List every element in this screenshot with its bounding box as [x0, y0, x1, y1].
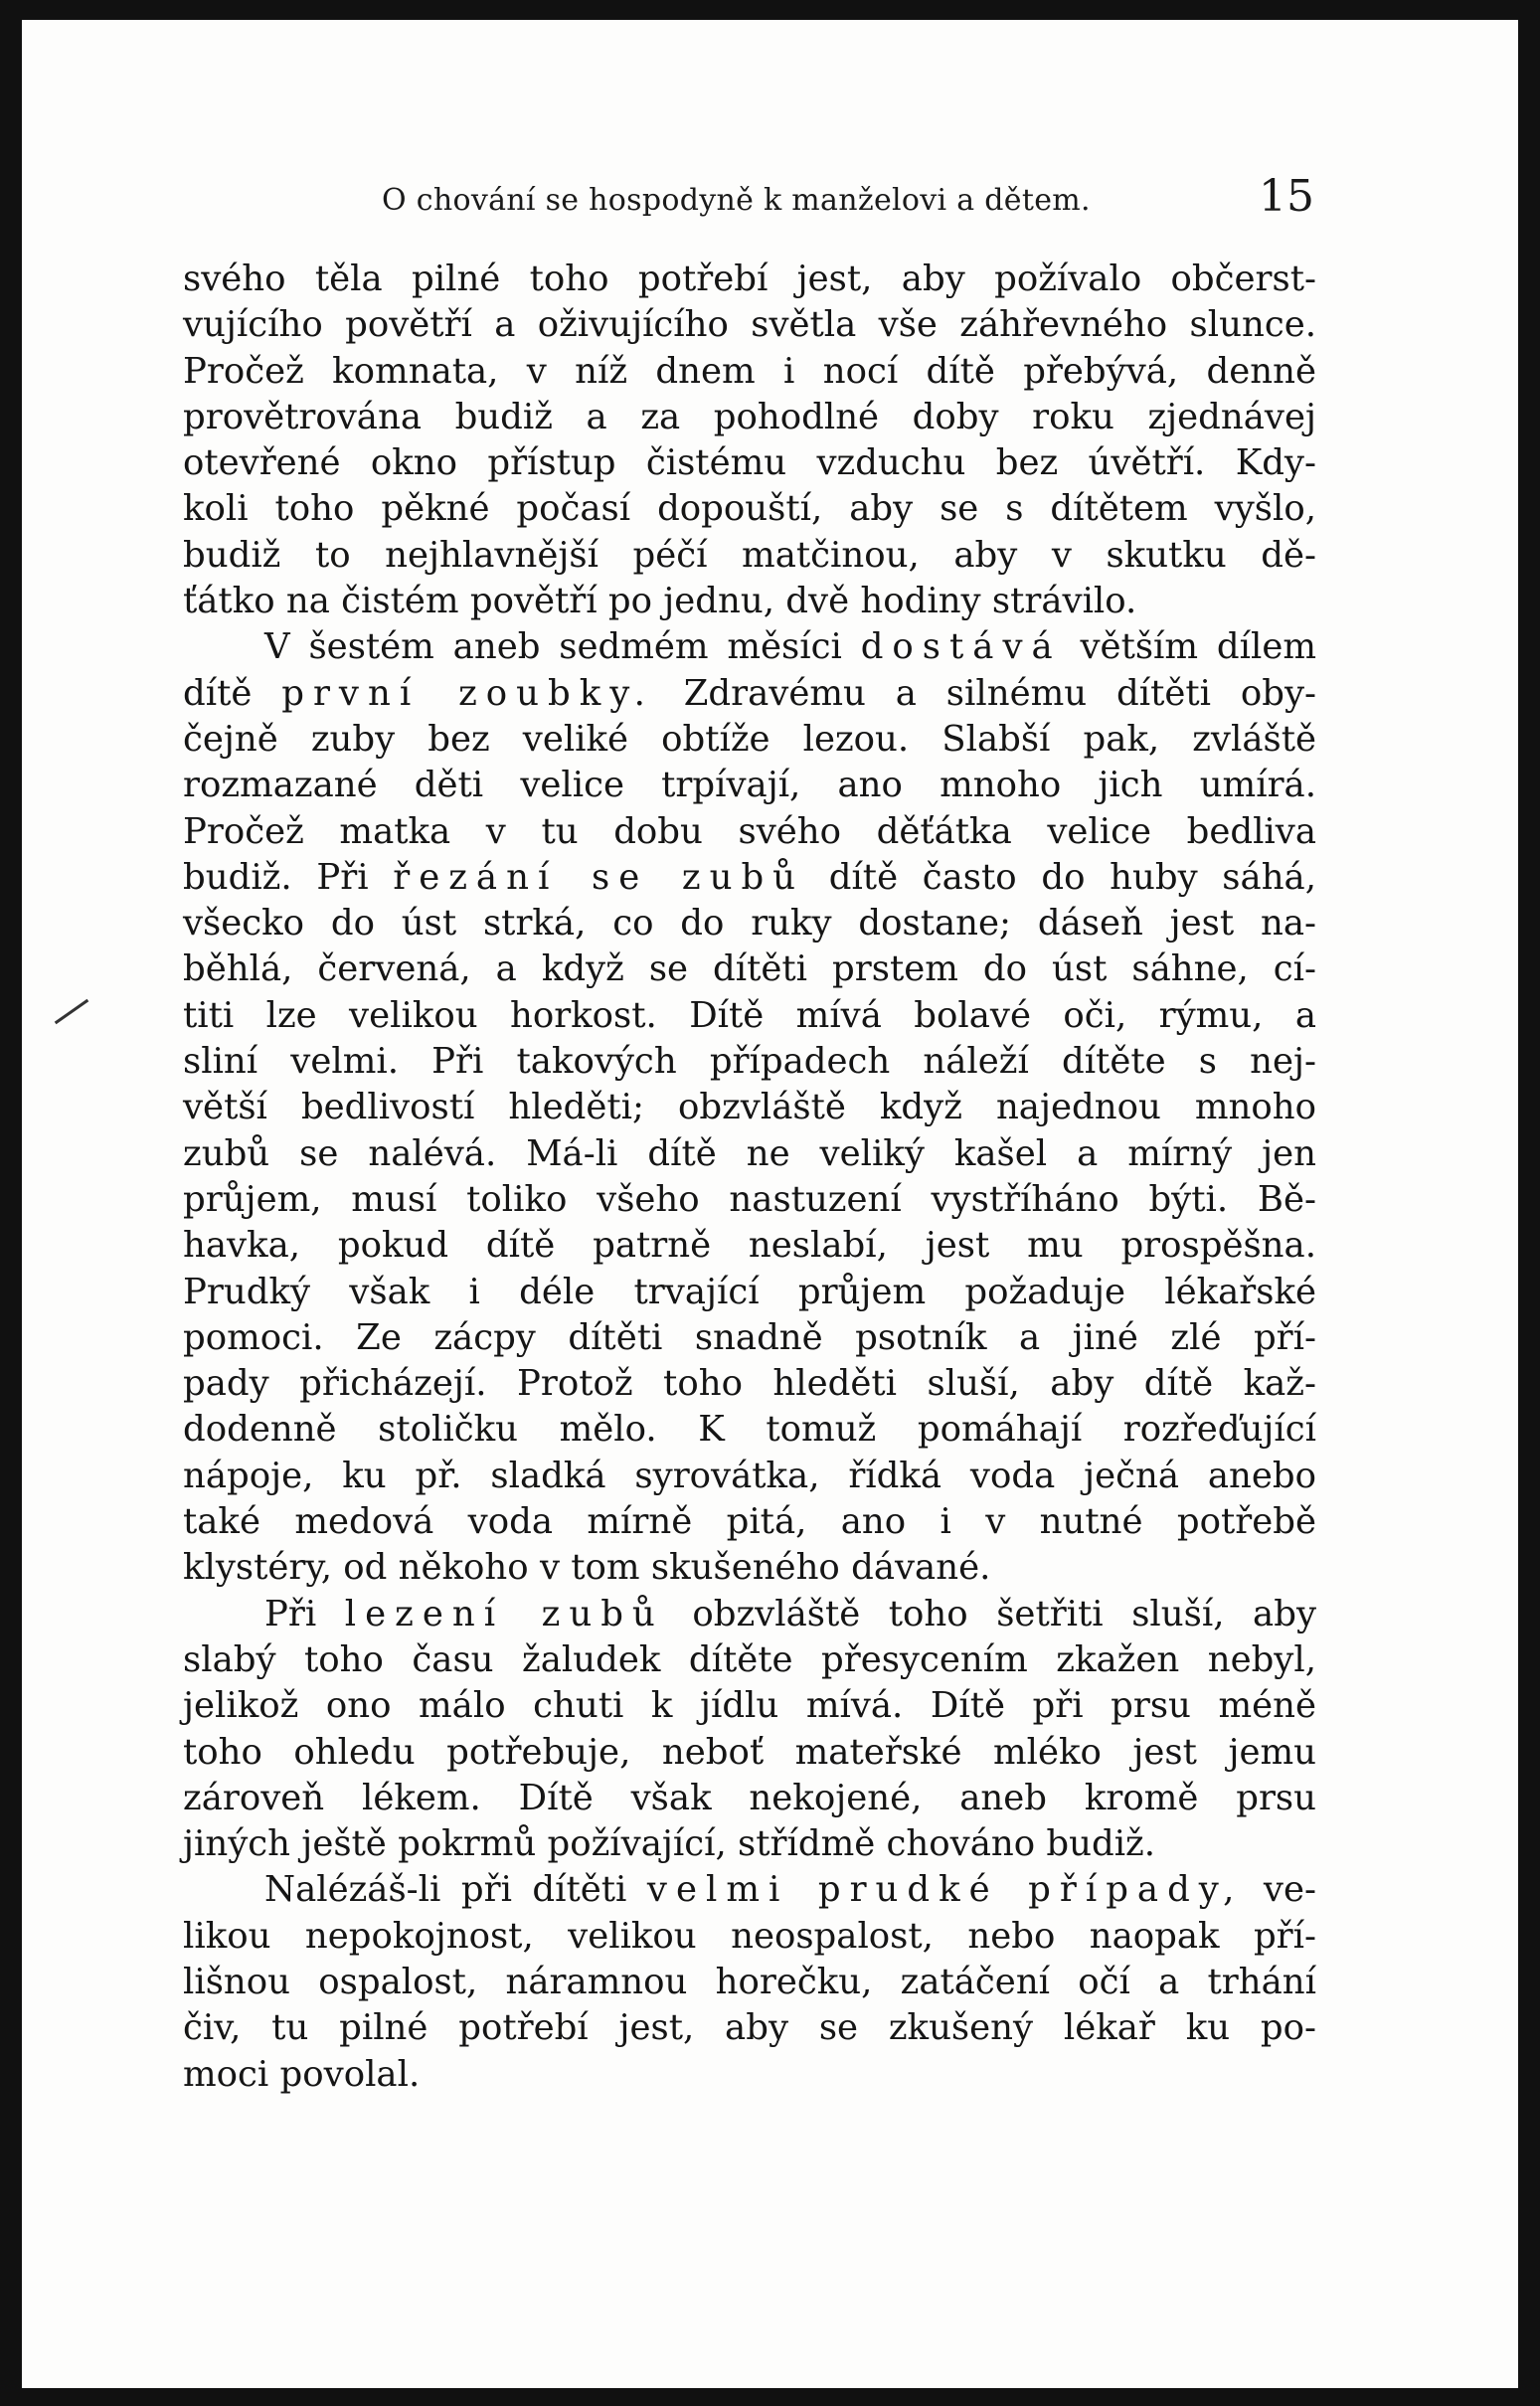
- text-line: [183, 1592, 1316, 1637]
- text-line: [183, 1315, 1316, 1361]
- text-line: [183, 1914, 1316, 1960]
- text-segment: také medová voda mírně pitá, ano i v nutné potřebě: [183, 1501, 1316, 1543]
- text-segment: Zdravému a silnému dítěti oby-: [653, 672, 1316, 714]
- scan-border-left: [0, 0, 22, 2406]
- text-line: [183, 533, 1316, 579]
- text-line: [183, 1407, 1316, 1453]
- text-segment: moci povolal.: [183, 2053, 421, 2095]
- text-segment: sliní velmi. Při takových případech náleží dítěte s nej-: [183, 1041, 1316, 1083]
- scan-border-bottom: [0, 2388, 1540, 2406]
- text-segment: slabý toho času žaludek dítěte přesycením zkažen nebyl,: [183, 1638, 1316, 1680]
- text-segment: zubů se nalévá. Má-li dítě ne veliký kašel a mírný jen: [183, 1132, 1316, 1174]
- text-segment: nápoje, ku př. sladká syrovátka, řídká voda ječná anebo: [183, 1455, 1316, 1496]
- text-segment: jelikož ono málo chuti k jídlu mívá. Dítě při prsu méně: [183, 1685, 1316, 1727]
- body-text: [183, 257, 1316, 2098]
- text-line: [183, 1683, 1316, 1729]
- text-segment: Pročež komnata, v níž dnem i nocí dítě přebývá, denně: [183, 350, 1316, 392]
- text-line: [183, 486, 1316, 532]
- spaced-emphasis: dostává: [860, 626, 1062, 668]
- text-segment: likou nepokojnost, velikou neospalost, nebo naopak pří-: [183, 1915, 1316, 1957]
- text-segment: titi lze velikou horkost. Dítě mívá bolavé oči, rýmu, a: [183, 994, 1316, 1036]
- text-line: [183, 946, 1316, 992]
- text-line: [183, 2052, 1316, 2098]
- text-segment: budiž to nejhlavnější péčí matčinou, aby v skutku dě-: [183, 534, 1316, 576]
- text-line: [183, 1085, 1316, 1130]
- text-segment: klystéry, od někoho v tom skušeného dávané.: [183, 1547, 991, 1589]
- text-segment: rozmazané děti velice trpívají, ano mnoho jich umírá.: [183, 765, 1316, 806]
- text-line: [183, 993, 1316, 1039]
- text-segment: koli toho pěkné počasí dopouští, aby se s dítětem vyšlo,: [183, 488, 1316, 530]
- text-line: [183, 1867, 1316, 1913]
- text-segment: ťátko na čistém povětří po jednu, dvě hodiny strávilo.: [183, 581, 1137, 622]
- text-segment: čejně zuby bez veliké obtíže lezou. Slabší pak, zvláště: [183, 718, 1316, 760]
- text-segment: provětrována budiž a za pohodlné doby roku zjednávej: [183, 396, 1316, 437]
- text-line: [183, 440, 1316, 486]
- text-segment: zároveň lékem. Dítě však nekojené, aneb kromě prsu: [183, 1777, 1316, 1818]
- text-line: [183, 1776, 1316, 1821]
- text-segment: Nalézáš-li při dítěti: [264, 1869, 647, 1911]
- text-line: [183, 809, 1316, 855]
- spaced-emphasis: řezání se zubů: [393, 856, 805, 898]
- text-line: [183, 349, 1316, 395]
- text-line: [183, 1131, 1316, 1177]
- text-segment: pady přicházejí. Protož toho hleděti sluší, aby dítě kaž-: [183, 1363, 1316, 1405]
- running-head: [161, 169, 1314, 229]
- text-line: [183, 1730, 1316, 1776]
- text-segment: dodenně stoličku mělo. K tomuž pomáhají rozřeďující: [183, 1409, 1316, 1451]
- text-line: [183, 579, 1316, 624]
- text-line: [183, 624, 1316, 670]
- text-line: [183, 1177, 1316, 1223]
- text-line: [183, 1960, 1316, 2005]
- text-segment: dítě: [183, 672, 282, 714]
- text-segment: Prudký však i déle trvající průjem požaduje lékařské: [183, 1271, 1316, 1312]
- text-line: [183, 717, 1316, 763]
- spaced-emphasis: první zoubky.: [281, 672, 654, 714]
- text-segment: běhlá, červená, a když se dítěti prstem do úst sáhne, cí-: [183, 948, 1316, 990]
- text-line: [183, 1499, 1316, 1545]
- running-title: O chování se hospodyně k manželovi a dětem.: [382, 183, 1091, 218]
- text-segment: Při: [264, 1593, 345, 1634]
- text-line: [183, 302, 1316, 348]
- text-line: [183, 1637, 1316, 1683]
- text-segment: havka, pokud dítě patrně neslabí, jest mu prospěšna.: [183, 1225, 1316, 1267]
- text-segment: lišnou ospalost, náramnou horečku, zatáčení očí a trhání: [183, 1961, 1316, 2002]
- text-segment: vujícího povětří a oživujícího světla vše záhřevného slunce.: [183, 304, 1316, 346]
- page-number: 15: [1259, 171, 1314, 222]
- book-page: [22, 20, 1518, 2388]
- text-segment: všecko do úst strká, co do ruky dostane; dáseň jest na-: [183, 903, 1316, 945]
- text-segment: toho ohledu potřebuje, neboť mateřské mléko jest jemu: [183, 1731, 1316, 1773]
- text-line: [183, 855, 1316, 901]
- text-line: [183, 1545, 1316, 1591]
- scan-border-top: [0, 0, 1540, 20]
- text-line: [183, 671, 1316, 717]
- text-segment: ve-: [1243, 1869, 1316, 1911]
- text-segment: dítě často do huby sáhá,: [804, 856, 1317, 898]
- text-line: [183, 2005, 1316, 2051]
- text-segment: obzvláště toho šetřiti sluší, aby: [663, 1593, 1317, 1634]
- text-segment: budiž. Při: [183, 856, 394, 898]
- text-segment: průjem, musí toliko všeho nastuzení vystříháno býti. Bě-: [183, 1178, 1316, 1220]
- text-segment: pomoci. Ze zácpy dítěti snadně psotník a jiné zlé pří-: [183, 1316, 1316, 1358]
- text-segment: Pročež matka v tu dobu svého děťátka velice bedliva: [183, 810, 1316, 852]
- text-segment: větší bedlivostí hleděti; obzvláště když najednou mnoho: [183, 1087, 1316, 1128]
- spaced-emphasis: velmi prudké případy,: [646, 1869, 1244, 1911]
- text-line: [183, 1223, 1316, 1269]
- text-line: [183, 1454, 1316, 1499]
- text-segment: jiných ještě pokrmů požívající, střídmě chováno budiž.: [183, 1823, 1156, 1865]
- text-segment: čiv, tu pilné potřebí jest, aby se zkušený lékař ku po-: [183, 2007, 1316, 2049]
- text-line: [183, 257, 1316, 302]
- text-segment: větším dílem: [1061, 626, 1316, 668]
- text-line: [183, 395, 1316, 440]
- text-line: [183, 763, 1316, 808]
- pencil-margin-mark: [55, 999, 88, 1024]
- text-line: [183, 1039, 1316, 1085]
- spaced-emphasis: lezení zubů: [344, 1593, 664, 1634]
- text-line: [183, 901, 1316, 946]
- text-segment: V šestém aneb sedmém měsíci: [264, 626, 861, 668]
- text-line: [183, 1270, 1316, 1315]
- text-segment: svého těla pilné toho potřebí jest, aby požívalo občerst-: [183, 258, 1316, 299]
- scan-border-right: [1518, 0, 1540, 2406]
- text-line: [183, 1821, 1316, 1867]
- text-segment: otevřené okno přístup čistému vzduchu bez úvětří. Kdy-: [183, 442, 1316, 484]
- text-line: [183, 1361, 1316, 1407]
